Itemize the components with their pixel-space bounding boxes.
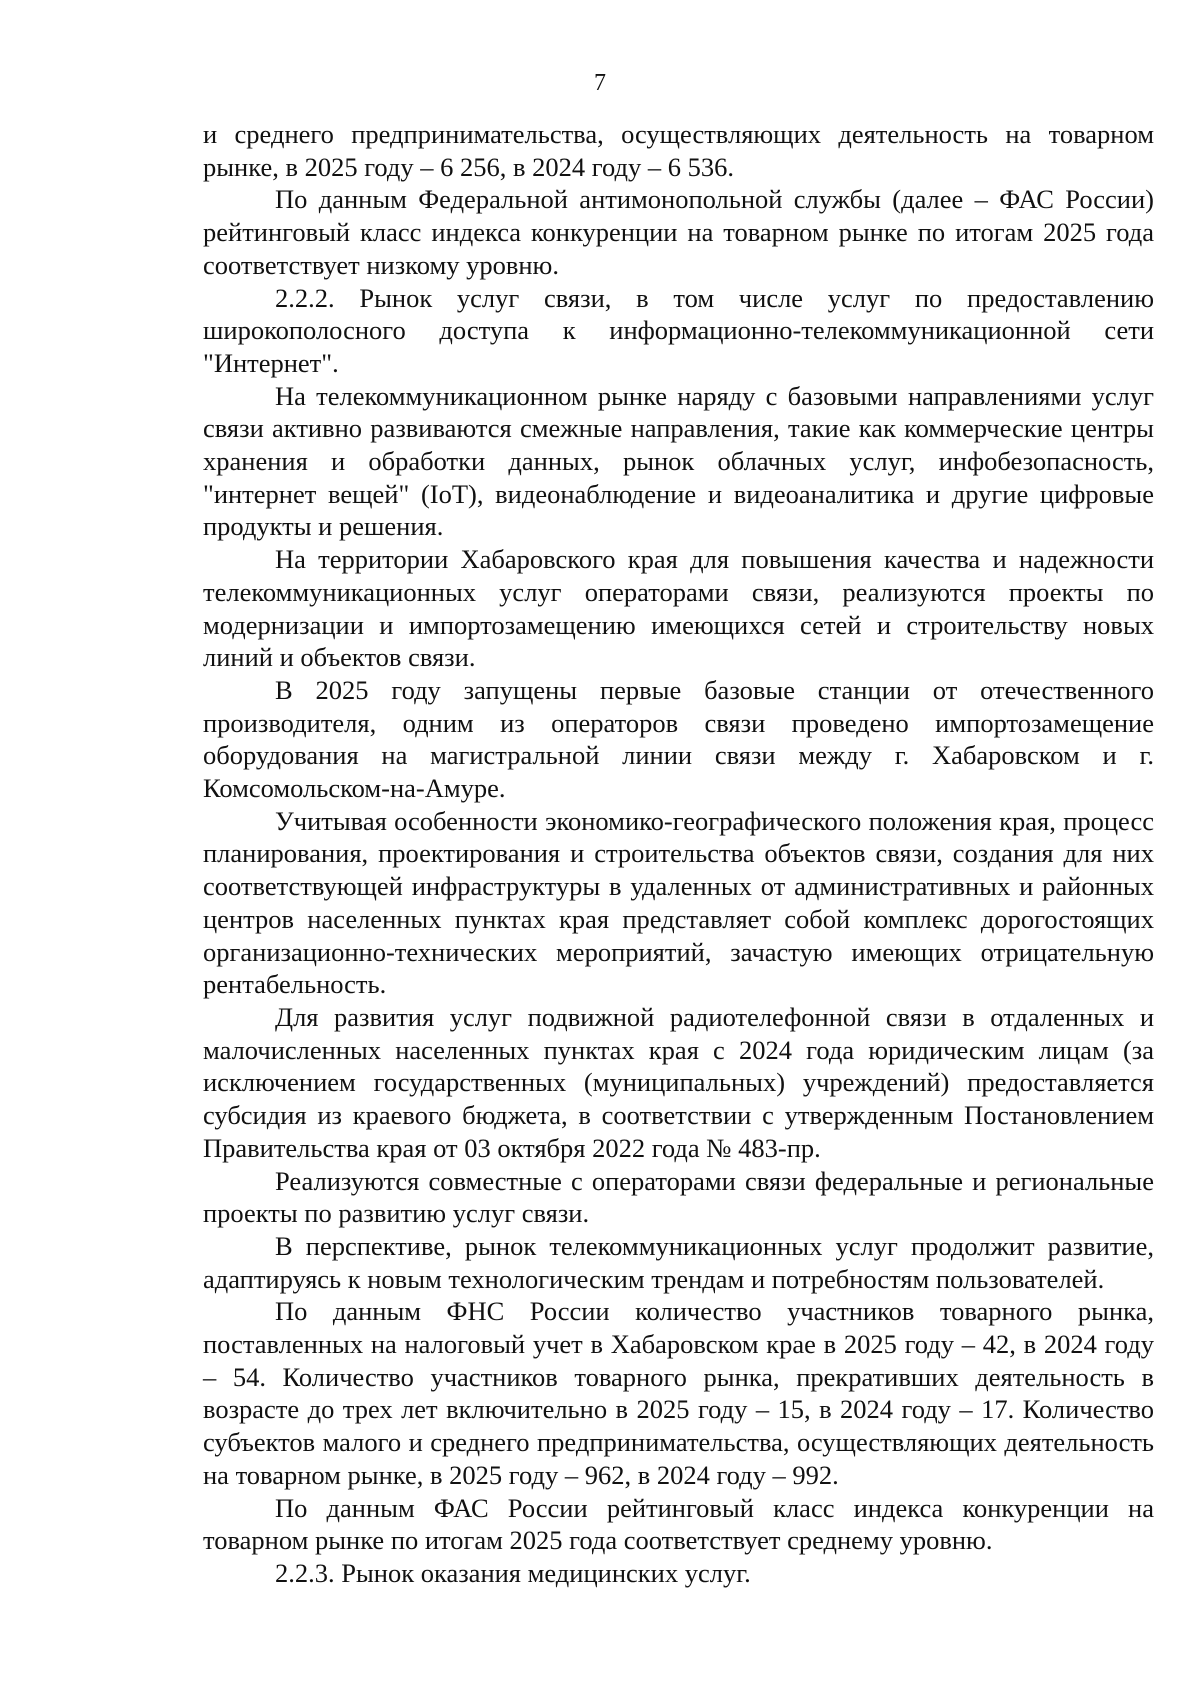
section-heading-2-2-3: 2.2.3. Рынок оказания медицинских услуг.	[275, 1557, 751, 1588]
paragraph-base-stations-2025: В 2025 году запущены первые базовые станции от отечественного производителя, одним из операторов связи проведено импортозамещение оборудования на магистральной линии связи между г. Хабаровском и г. Комсомольском-на-Амуре.	[203, 674, 1154, 804]
paragraph-telecom-market: На телекоммуникационном рынке наряду с базовыми направлениями услуг связи активно развиваются смежные направления, такие как коммерческие центры хранения и обработки данных, рынок облачных услуг, инфобезопасность, "интернет вещей" (IoT), видеонаблюдение и видеоаналитика и другие цифровые продукты и решения.	[203, 380, 1154, 542]
paragraph-fas-rating-medium: По данным ФАС России рейтинговый класс индекса конкуренции на товарном рынке по итогам 2025 года соответствует среднему уровню.	[203, 1492, 1154, 1556]
paragraph-perspective: В перспективе, рынок телекоммуникационных услуг продолжит развитие, адаптируясь к новым технологическим трендам и потребностям пользователей.	[203, 1230, 1154, 1294]
paragraph-fns-statistics: По данным ФНС России количество участников товарного рынка, поставленных на налоговый учет в Хабаровском крае в 2025 году – 42, в 2024 году – 54. Количество участников товарного рынка, прекративших деятельность в возрасте до трех лет включительно в 2025 году – 15, в 2024 году – 17. Количество субъектов малого и среднего предпринимательства, осуществляющих деятельность на товарном рынке, в 2025 году – 962, в 2024 году – 992.	[203, 1296, 1154, 1490]
paragraph-fas-rating-low: По данным Федеральной антимонопольной службы (далее – ФАС России) рейтинговый класс индекса конкуренции на товарном рынке по итогам 2025 года соответствует низкому уровню.	[203, 184, 1154, 280]
document-body	[203, 118, 1154, 1590]
paragraph-mobile-subsidy: Для развития услуг подвижной радиотелефонной связи в отдаленных и малочисленных населенных пунктах края с 2024 года юридическим лицам (за исключением государственных (муниципальных) учреждений) предоставляется субсидия из краевого бюджета, в соответствии с утвержденным Постановлением Правительства края от 03 октября 2022 года № 483-пр.	[203, 1001, 1154, 1163]
paragraph-continuation: и среднего предпринимательства, осуществляющих деятельность на товарном рынке, в 2025 году – 6 256, в 2024 году – 6 536.	[203, 119, 1154, 182]
paragraph-geography: Учитывая особенности экономико-географического положения края, процесс планирования, проектирования и строительства объектов связи, создания для них соответствующей инфраструктуры в удаленных от административных и районных центров населенных пунктах края представляет собой комплекс дорогостоящих организационно-технических мероприятий, зачастую имеющих отрицательную рентабельность.	[203, 805, 1154, 1000]
section-heading-2-2-2: 2.2.2. Рынок услуг связи, в том числе услуг по предоставлению широкополосного доступа к информационно-телекоммуникационной сети "Интернет".	[203, 282, 1154, 378]
paragraph-khabarovsk-projects: На территории Хабаровского края для повышения качества и надежности телекоммуникационных услуг операторами связи, реализуются проекты по модернизации и импортозамещению имеющихся сетей и строительству новых линий и объектов связи.	[203, 544, 1154, 673]
paragraph-joint-projects: Реализуются совместные с операторами связи федеральные и региональные проекты по развитию услуг связи.	[203, 1165, 1154, 1229]
page-number: 7	[594, 70, 606, 96]
